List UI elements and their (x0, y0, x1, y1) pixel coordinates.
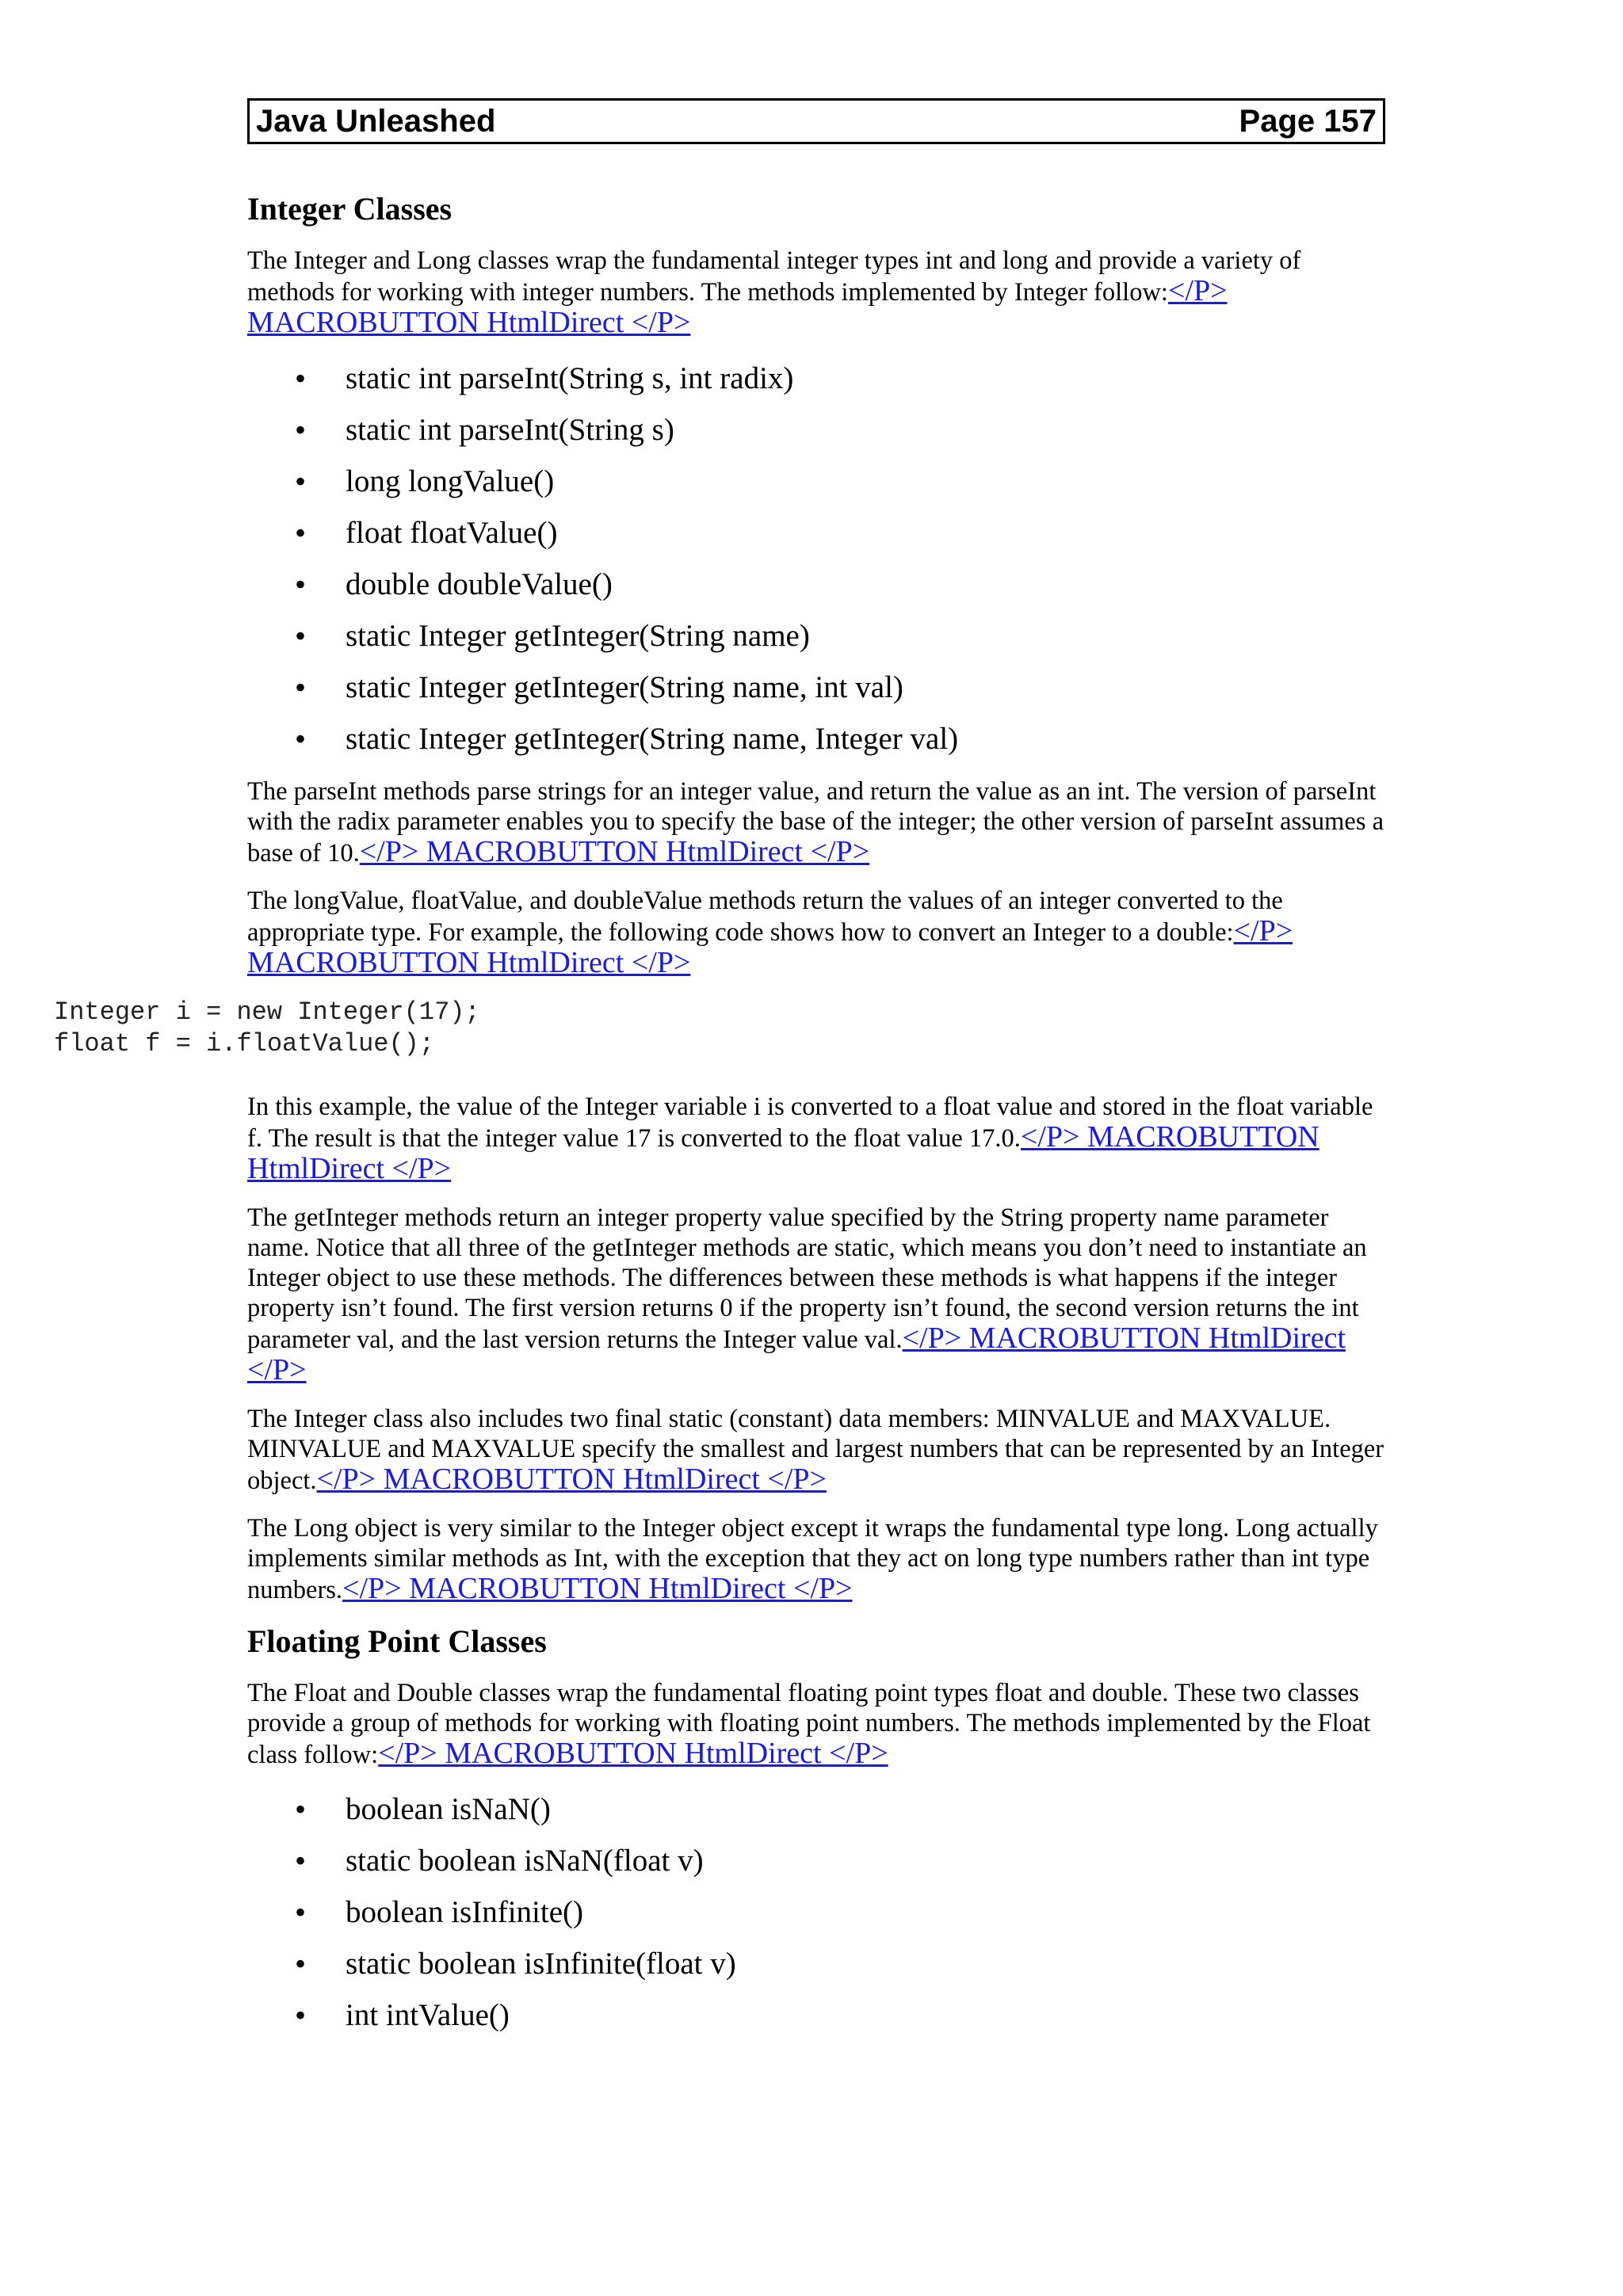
code-line: Integer i = new Integer(17); (54, 997, 480, 1027)
macrobutton-link[interactable]: </P> MACROBUTTON HtmlDirect </P> (316, 1463, 827, 1496)
list-item: • long longValue() (295, 463, 555, 499)
bullet-icon: • (295, 360, 307, 396)
integer-methods-list (247, 360, 1388, 772)
bullet-icon: • (295, 1894, 307, 1930)
page-number: Page 157 (1239, 103, 1377, 139)
paragraph-parseint: The parseInt methods parse strings for an integer value, and return the value as an int. The version of parseInt with the radix parameter enables you to specify the base of the integer; the other version of parseInt assumes a base of 10.</P> MACROBUTTON HtmlDirect </P> (247, 777, 1384, 868)
paragraph-example: In this example, the value of the Integer variable i is converted to a float value and stored in the float variable f. The result is that the integer value 17 is converted to the float value 17.0.</P> MACROBUTTON HtmlDirect </P> (247, 1093, 1373, 1185)
code-line: float f = i.floatValue(); (54, 1029, 435, 1058)
paragraph-integer-intro: The Integer and Long classes wrap the fundamental integer types int and long and provide a variety of methods for working with integer numbers. The methods implemented by Integer follow:</P> MACROBUTTON HtmlDirect </P> (247, 246, 1301, 339)
list-item: • int intValue() (295, 1997, 510, 2033)
list-item: • float floatValue() (295, 515, 558, 551)
paragraph-long: The Long object is very similar to the Integer object except it wraps the fundamental type long. Long actually implements similar methods as Int, with the exception that they act on long type numbers rather than int type numbers.</P> MACROBUTTON HtmlDirect </P> (247, 1514, 1378, 1605)
page-content (54, 190, 1388, 2053)
bullet-icon: • (295, 1843, 307, 1878)
list-item: • static Integer getInteger(String name, Integer val) (295, 721, 959, 757)
list-item: • static boolean isNaN(float v) (295, 1843, 704, 1878)
paragraph-minmax: The Integer class also includes two final static (constant) data members: MINVALUE and MAXVALUE. MINVALUE and MAXVALUE specify the smallest and largest numbers that can be represented by an Integer object.</P> MACROBUTTON HtmlDirect </P> (247, 1405, 1384, 1496)
code-block (54, 997, 1388, 1060)
macrobutton-link[interactable]: </P> MACROBUTTON HtmlDirect </P> (359, 835, 870, 868)
list-item: • static int parseInt(String s) (295, 412, 674, 448)
list-item: • static Integer getInteger(String name, int val) (295, 669, 903, 705)
float-methods-list (247, 1791, 1388, 2048)
bullet-icon: • (295, 515, 307, 551)
bullet-icon: • (295, 566, 307, 602)
macrobutton-link[interactable]: </P> MACROBUTTON HtmlDirect </P> (247, 1322, 1346, 1386)
list-item: • static boolean isInfinite(float v) (295, 1946, 736, 1981)
book-title: Java Unleashed (256, 103, 496, 139)
list-item: • static int parseInt(String s, int radix) (295, 360, 794, 396)
macrobutton-link[interactable]: </P> MACROBUTTON HtmlDirect </P> (247, 1120, 1319, 1185)
section-heading-integer: Integer Classes (247, 191, 453, 227)
paragraph-float-intro: The Float and Double classes wrap the fundamental floating point types float and double. These two classes provide a group of methods for working with floating point numbers. The methods implemented by the Float class follow:</P> MACROBUTTON HtmlDirect </P> (247, 1679, 1371, 1770)
macrobutton-link[interactable]: </P> MACROBUTTON HtmlDirect </P> (378, 1737, 888, 1770)
list-item: • boolean isNaN() (295, 1791, 551, 1827)
bullet-icon: • (295, 1946, 307, 1981)
bullet-icon: • (295, 1997, 307, 2033)
list-item: • double doubleValue() (295, 566, 613, 602)
bullet-icon: • (295, 1791, 307, 1827)
bullet-icon: • (295, 412, 307, 448)
bullet-icon: • (295, 669, 307, 705)
list-item: • static Integer getInteger(String name) (295, 618, 810, 654)
macrobutton-link[interactable]: </P> MACROBUTTON HtmlDirect </P> (247, 274, 1228, 339)
paragraph-getinteger: The getInteger methods return an integer property value specified by the String property name parameter name. Notice that all three of the getInteger methods are static, which means you don’t need to instantiate an Integer object to use these methods. The differences between these methods is what happens if the integer property isn’t found. The first version returns 0 if the property isn’t found, the second version returns the int parameter val, and the last version returns the Integer value val.</P> MACROBUTTON HtmlDirect </P> (247, 1203, 1367, 1386)
macrobutton-link[interactable]: </P> MACROBUTTON HtmlDirect </P> (247, 914, 1293, 979)
section-heading-floating: Floating Point Classes (247, 1623, 547, 1659)
page-header (247, 98, 1385, 144)
bullet-icon: • (295, 463, 307, 499)
list-item: • boolean isInfinite() (295, 1894, 583, 1930)
bullet-icon: • (295, 721, 307, 757)
bullet-icon: • (295, 618, 307, 654)
paragraph-longvalue: The longValue, floatValue, and doubleValue methods return the values of an integer converted to the appropriate type. For example, the following code shows how to convert an Integer to a double:</P> MACROBUTTON HtmlDirect </P> (247, 887, 1293, 979)
macrobutton-link[interactable]: </P> MACROBUTTON HtmlDirect </P> (342, 1572, 853, 1605)
